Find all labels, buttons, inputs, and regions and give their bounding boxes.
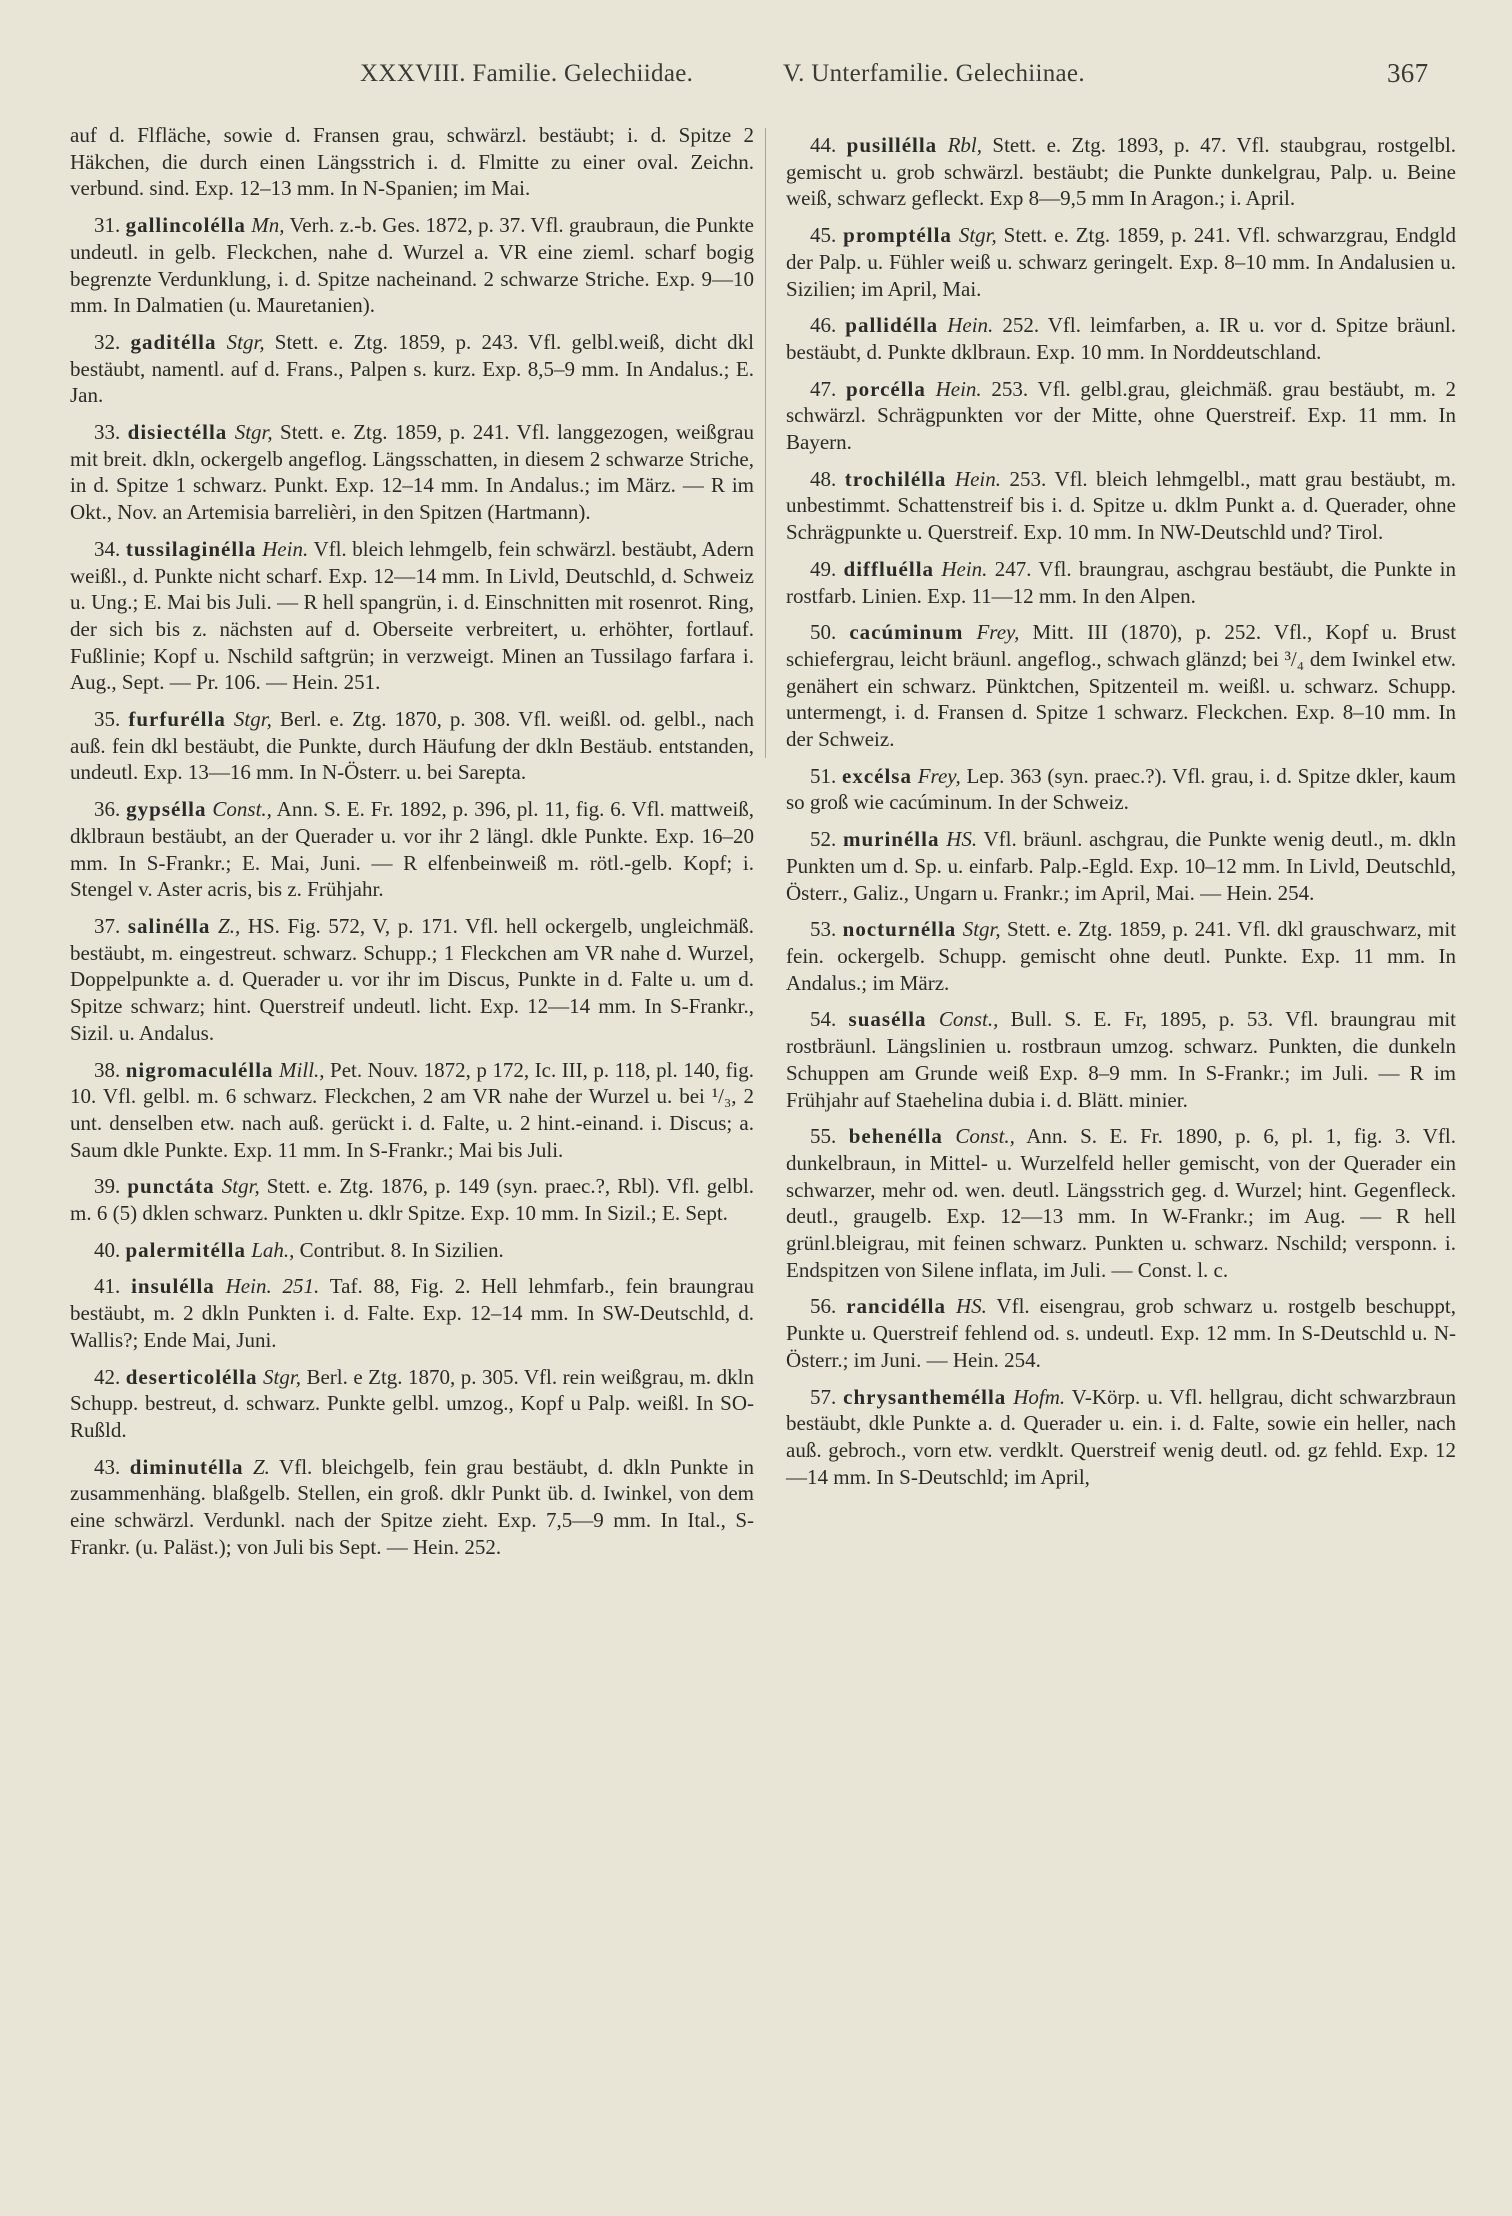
species-name: gallincolélla: [125, 213, 246, 238]
species-name: porcélla: [845, 376, 926, 401]
entry-number: 37.: [94, 913, 121, 938]
entry-description: Stett. e. Ztg. 1859, p. 243. Vfl. gelbl.weiß, dicht dkl bestäubt, namentl. auf d. Frans., Palpen s. kurz. Exp. 8,5–9 mm. In Andalus.; E. Jan.: [70, 329, 755, 408]
species-name: promptélla: [843, 223, 952, 248]
entry-number: 38.: [94, 1057, 121, 1082]
species-name: pusillélla: [846, 133, 938, 157]
species-entry: [786, 916, 1456, 996]
entry-description: Vfl. eisengrau, grob schwarz u. rostgelb beschuppt, Punkte u. Querstreif fehlend od. s. undeutl. Exp. 12 mm. In S-Deutschld u. N-Österr.; im Juni. — Hein. 254.: [786, 1294, 1457, 1372]
author-citation: Stgr,: [226, 329, 265, 354]
entry-description: Contribut. 8. In Sizilien.: [299, 1237, 504, 1262]
author-citation: Stgr,: [962, 917, 1001, 942]
species-entry: [70, 329, 754, 409]
species-name: salinélla: [127, 913, 211, 938]
entry-number: 53.: [810, 917, 837, 942]
species-entry: [786, 826, 1456, 906]
author-citation: Z.,: [218, 913, 241, 938]
entry-description: V-Körp. u. Vfl. hellgrau, dicht schwarzbraun bestäubt, dkle Punkte a. d. Querader u. ein. i. d. Falte, sowie ein heller, nach auß. gebroch., vorn etw. verdklt. Querstreif wenig deutl. od. gz fehld. Exp. 12—14 mm. In S-Deutschld; im April,: [786, 1384, 1457, 1489]
entry-number: 44.: [810, 133, 837, 157]
author-citation: Stgr,: [234, 420, 273, 445]
author-citation: Hein.: [941, 556, 988, 581]
entry-description: 247. Vfl. braungrau, aschgrau bestäubt, die Punkte in rostfarb. Linien. Exp. 11—12 mm. In den Alpen.: [786, 556, 1456, 608]
header-family: XXXVIII. Familie. Gelechiidae.: [360, 60, 694, 87]
species-entry: [786, 1293, 1456, 1373]
species-entry: [786, 222, 1456, 302]
entry-description: Berl. e. Ztg. 1870, p. 308. Vfl. weißl. od. gelbl., nach auß. fein dkl bestäubt, die Punkte, durch Häufung der dkln Bestäub. entstanden, undeutl. Exp. 13—16 mm. In N-Österr. u. bei Sarepta.: [70, 707, 755, 785]
author-citation: HS.: [955, 1294, 987, 1319]
entry-number: 41.: [94, 1274, 121, 1299]
column-divider: [765, 128, 766, 758]
entry-number: 32.: [94, 329, 121, 354]
entry-description: Verh. z.-b. Ges. 1872, p. 37. Vfl. graubraun, die Punkte undeutl. in gelb. Fleckchen, nahe d. Wurzel a. VR eine zieml. scharf bogig begrenzte Verdunklung, i. d. Spitze nacheinand. 2 schwarze Striche. Exp. 9—10 mm. In Dalmatien (u. Mauretanien).: [70, 213, 754, 318]
species-entry: [70, 419, 754, 526]
author-citation: Hein.: [262, 536, 309, 561]
species-entry: [70, 796, 754, 903]
author-citation: Mill.,: [279, 1057, 325, 1082]
left-column: [70, 122, 754, 1560]
entry-description: Stett. e. Ztg. 1893, p. 47. Vfl. staubgrau, rostgelbl. gemischt u. grob schwärzl. bestäubt; die Punkte dunkelgrau, Palp. u. Beine weiß, schwarz gefleckt. Exp 8—9,5 mm In Aragon.; i. April.: [786, 133, 1457, 211]
entry-number: 45.: [810, 223, 837, 248]
entry-number: 47.: [810, 376, 837, 401]
entry-number: 35.: [94, 707, 121, 732]
entry-description: Lep. 363 (syn. praec.?). Vfl. grau, i. d. Spitze dkler, kaum so groß wie cacúminum. In der Schweiz.: [786, 763, 1456, 815]
species-name: tussilaginélla: [125, 536, 257, 561]
author-citation: Hein. 251.: [225, 1274, 320, 1299]
entry-description: Ann. S. E. Fr. 1892, p. 396, pl. 11, fig. 6. Vfl. mattweiß, dklbraun bestäubt, an der Querader u. vor ihr 2 längl. dkle Punkte. Exp. 16–20 mm. In S-Frankr.; E. Mai, Juni. — R elfenbeinweiß m. rötl.-gelb. Kopf; i. Stengel v. Aster acris, bis z. Frühjahr.: [70, 797, 755, 902]
page-number: 367: [1387, 58, 1429, 88]
species-name: diffluélla: [843, 556, 935, 581]
species-name: cacúminum: [849, 620, 964, 645]
entry-description: Stett. e. Ztg. 1859, p. 241. Vfl. langgezogen, weißgrau mit breit. dkln, ockergelb angeflog. Längsschatten, in diesem 2 schwarze Striche, in d. Spitze 1 schwarz. Punkt. Exp. 12–14 mm. In Andalus.; im März. — R im Okt., Nov. an Artemisia barrelièri, in den Spitzen (Hartmann).: [70, 420, 754, 525]
entry-number: 39.: [94, 1174, 121, 1199]
author-citation: Mn,: [251, 213, 285, 238]
species-name: nocturnélla: [842, 917, 957, 942]
entry-number: 52.: [810, 827, 837, 852]
author-citation: Const.,: [955, 1124, 1015, 1149]
author-citation: Rbl,: [947, 133, 983, 157]
author-citation: Stgr,: [263, 1364, 301, 1389]
species-entry: [786, 312, 1456, 365]
species-entry: [786, 556, 1456, 609]
species-name: gypsélla: [126, 797, 207, 822]
species-entry: [786, 619, 1456, 753]
entry-description: 252. Vfl. leimfarben, a. IR u. vor d. Spitze bräunl. bestäubt, d. Punkte dklbraun. Exp. 10 mm. In Norddeutschland.: [786, 313, 1456, 364]
entry-number: 56.: [810, 1294, 837, 1319]
species-name: pallidélla: [845, 313, 939, 338]
author-citation: Stgr,: [221, 1174, 260, 1199]
author-citation: Z.: [252, 1454, 270, 1479]
species-name: diminutélla: [129, 1454, 244, 1479]
author-citation: Stgr,: [958, 223, 997, 248]
species-name: rancidélla: [846, 1294, 947, 1319]
author-citation: Frey,: [917, 763, 961, 788]
author-citation: Hein.: [954, 466, 1001, 491]
entry-number: 31.: [94, 213, 121, 238]
species-entry: [786, 466, 1456, 546]
entry-description: auf d. Flfläche, sowie d. Fransen grau, schwärzl. bestäubt; i. d. Spitze 2 Häkchen, die durch einen Längsstrich i. d. Flmitte zu einer oval. Zeichn. verbund. sind. Exp. 12–13 mm. In N-Spanien; im Mai.: [70, 123, 754, 201]
entry-description: Stett. e. Ztg. 1859, p. 241. Vfl. dkl grauschwarz, mit fein. ockergelb. Schupp. gemischt ohne deutl. Punkte. Exp. 11 mm. In Andalus.; im März.: [786, 917, 1457, 995]
species-entry: [70, 913, 754, 1047]
entry-description: Bull. S. E. Fr, 1895, p. 53. Vfl. braungrau mit rostbräunl. Längslinien u. rostbraun umzog. schwarz. Punkten, die dunkeln Schuppen am Grunde weiß Exp. 8–9 mm. In S-Frankr.; im Juli. — R im Frühjahr auf Staehelina dubia i. d. Blätt. minier.: [786, 1007, 1457, 1112]
entry-number: 55.: [810, 1124, 837, 1149]
species-name: behenélla: [848, 1124, 943, 1149]
species-entry: [786, 763, 1456, 816]
entry-description: Stett. e. Ztg. 1859, p. 241. Vfl. schwarzgrau, Endgld der Palp. u. Fühler weiß u. schwarz geringelt. Exp. 8–10 mm. In Andalusien u. Sizilien; im April, Mai.: [786, 223, 1457, 301]
author-citation: Stgr,: [233, 707, 272, 732]
entry-description: HS. Fig. 572, V, p. 171. Vfl. hell ockergelb, ungleichmäß. bestäubt, m. eingestreut. schwarz. Schupp.; 1 Fleckchen am VR nahe d. Wurzel, Doppelpunkte a. d. Querader u. vor ihr im Discus, Punkte in d. Falte u. um d. Spitze schwarz; hint. Querstreif undeutl. licht. Exp. 12—14 mm. In S-Frankr., Sizil. u. Andalus.: [70, 913, 755, 1045]
author-citation: Const.,: [212, 797, 272, 822]
species-entry: [70, 1364, 754, 1444]
species-entry: [70, 1237, 754, 1264]
species-entry: [786, 376, 1456, 456]
entry-number: 43.: [94, 1454, 121, 1479]
entry-number: 46.: [810, 313, 837, 338]
header-subfamily: V. Unterfamilie. Gelechiinae.: [783, 60, 1085, 87]
species-entry: [786, 1384, 1456, 1491]
right-column: [786, 122, 1456, 1490]
species-name: trochilélla: [844, 466, 947, 491]
entry-number: 49.: [810, 556, 837, 581]
entry-number: 48.: [810, 466, 837, 491]
entry-number: 57.: [810, 1384, 837, 1409]
entry-description: Vfl. bleich lehmgelb, fein schwärzl. bestäubt, Adern weißl., d. Punkte nicht scharf. Exp. 12—14 mm. In Livld, Deutschld, d. Schweiz u. Ung.; E. Mai bis Juli. — R hell spangrün, i. d. Einschnitten mit rosenrot. Ring, der sich bis z. nächsten auf d. Oberseite verbreitert, u. erhöhter, fortlauf. Fußlinie; Kopf u. Nschild saftgrün; in verzweigt. Minen an Tussilago farfara i. Aug., Sept. — Pr. 106. — Hein. 251.: [70, 536, 755, 695]
species-entry: [786, 132, 1456, 212]
entry-description: Taf. 88, Fig. 2. Hell lehmfarb., fein braungrau bestäubt, m. 2 dkln Punkten i. d. Falte. Exp. 12–14 mm. In SW-Deutschld, d. Wallis?; Ende Mai, Juni.: [70, 1274, 755, 1352]
species-name: disiectélla: [127, 420, 228, 445]
entry-number: 34.: [94, 536, 121, 561]
entry-number: 42.: [94, 1364, 121, 1389]
entry-description: Vfl. bleichgelb, fein grau bestäubt, d. dkln Punkte in zusammenhäng. blaßgelb. Stellen, ein groß. dklr Punkt üb. d. Iwinkel, von dem eine schwärzl. Verdunkl. nach der Spitze zieht. Exp. 7,5—9 mm. In Ital., S-Frankr. (u. Paläst.); von Juli bis Sept. — Hein. 252.: [70, 1454, 755, 1559]
entry-number: 36.: [94, 797, 121, 822]
species-entry: [70, 536, 754, 696]
author-citation: Frey,: [976, 620, 1020, 645]
entry-number: 33.: [94, 420, 121, 445]
entry-number: 40.: [94, 1237, 121, 1262]
entry-number: 50.: [810, 620, 837, 645]
species-entry: [70, 1173, 754, 1226]
species-entry: [786, 1006, 1456, 1113]
species-name: palermitélla: [125, 1237, 246, 1262]
entry-description: Pet. Nouv. 1872, p 172, Ic. III, p. 118, pl. 140, fig. 10. Vfl. gelbl. m. 6 schwarz. Fleckchen, 2 am VR nahe der Wurzel u. bei ¹/₃, 2 unt. denselben etw. nach auß. gerückt i. d. Falte, u. 2 hint.-einand. i. Discus; a. Saum dkle Punkte. Exp. 11 mm. In S-Frankr.; Mai bis Juli.: [70, 1057, 755, 1162]
running-header: [0, 56, 1512, 96]
species-entry: [70, 1057, 754, 1164]
entry-description: 253. Vfl. bleich lehmgelbl., matt grau bestäubt, m. unbestimmt. Schattenstreif bis i. d. Spitze u. dklm Punkt a. d. Querader, ohne Schrägpunkte u. Querstreif. Exp. 10 mm. In NW-Deutschld und? Tirol.: [786, 466, 1457, 545]
entry-description: Berl. e Ztg. 1870, p. 305. Vfl. rein weißgrau, m. dkln Schupp. bestreut, d. schwarz. Punkte gelbl. umzog., Kopf u Palp. weißl. In SO-Rußld.: [70, 1364, 754, 1442]
author-citation: HS.: [946, 827, 978, 852]
entry-description: Mitt. III (1870), p. 252. Vfl., Kopf u. Brust schiefergrau, leicht bräunl. angeflog., schwach glänzd; bei ³/₄ dem Iwinkel etw. genähert ein schwarz. Pünktchen, Spitzenteil m. weißl. u. schwarz. Schupp. untermengt, i. d. Fransen d. Spitze 1 schwarz. Fleckchen. Exp. 8–10 mm. In der Schweiz.: [786, 620, 1457, 752]
species-entry: [70, 212, 754, 319]
species-name: nigromaculélla: [125, 1057, 274, 1082]
author-citation: Hofm.: [1013, 1384, 1066, 1409]
author-citation: Const.,: [938, 1007, 999, 1032]
species-name: excélsa: [842, 763, 912, 788]
entry-number: 54.: [810, 1007, 837, 1032]
species-name: punctáta: [127, 1174, 215, 1199]
species-entry: [70, 1454, 754, 1561]
species-name: insulélla: [131, 1274, 215, 1299]
species-entry: [786, 1123, 1456, 1283]
entry-description: Ann. S. E. Fr. 1890, p. 6, pl. 1, fig. 3. Vfl. dunkelbraun, in Mittel- u. Wurzelfeld heller gemischt, von der Querader ein schwarzer, mehr od. wen. deutl. Längsstrich geg. d. Wurzel; hint. Gegenfleck. deutl., graugelb. Exp. 12—13 mm. In W-Frankr.; im Aug. — R hell grünl.bleigrau, mit feinen schwarz. Punkten u. schwarz. Nschild; versponn. i. Endspitzen von Silene inflata, im Juli. — Const. l. c.: [786, 1124, 1456, 1282]
entry-description: 253. Vfl. gelbl.grau, gleichmäß. grau bestäubt, m. 2 schwärzl. Schrägpunkten vor der Mitte, ohne Querstreif. Exp. 11 mm. In Bayern.: [786, 376, 1457, 455]
species-name: chrysanthemélla: [843, 1384, 1007, 1409]
entry-description: Vfl. bräunl. aschgrau, die Punkte wenig deutl., m. dkln Punkten um d. Sp. u. einfarb. Palp.-Egld. Exp. 10–12 mm. In Livld, Deutschld, Österr., Galiz., Ungarn u. Frankr.; im April, Mai. — Hein. 254.: [786, 827, 1457, 905]
author-citation: Hein.: [947, 313, 994, 338]
author-citation: Hein.: [935, 376, 982, 401]
entry-description: Stett. e. Ztg. 1876, p. 149 (syn. praec.?, Rbl). Vfl. gelbl. m. 6 (5) dklen schwarz. Punkten u. dklr Spitze. Exp. 10 mm. In Sizil.; E. Sept.: [70, 1174, 755, 1226]
species-entry: [70, 1273, 754, 1353]
species-name: murinélla: [842, 827, 940, 852]
species-name: furfurélla: [128, 707, 226, 732]
species-entry: [70, 122, 754, 202]
species-name: deserticolélla: [125, 1364, 258, 1389]
species-entry: [70, 706, 754, 786]
entry-number: 51.: [810, 763, 837, 788]
author-citation: Lah.,: [251, 1237, 295, 1262]
species-name: gaditélla: [130, 329, 217, 354]
species-name: suasélla: [848, 1007, 927, 1032]
